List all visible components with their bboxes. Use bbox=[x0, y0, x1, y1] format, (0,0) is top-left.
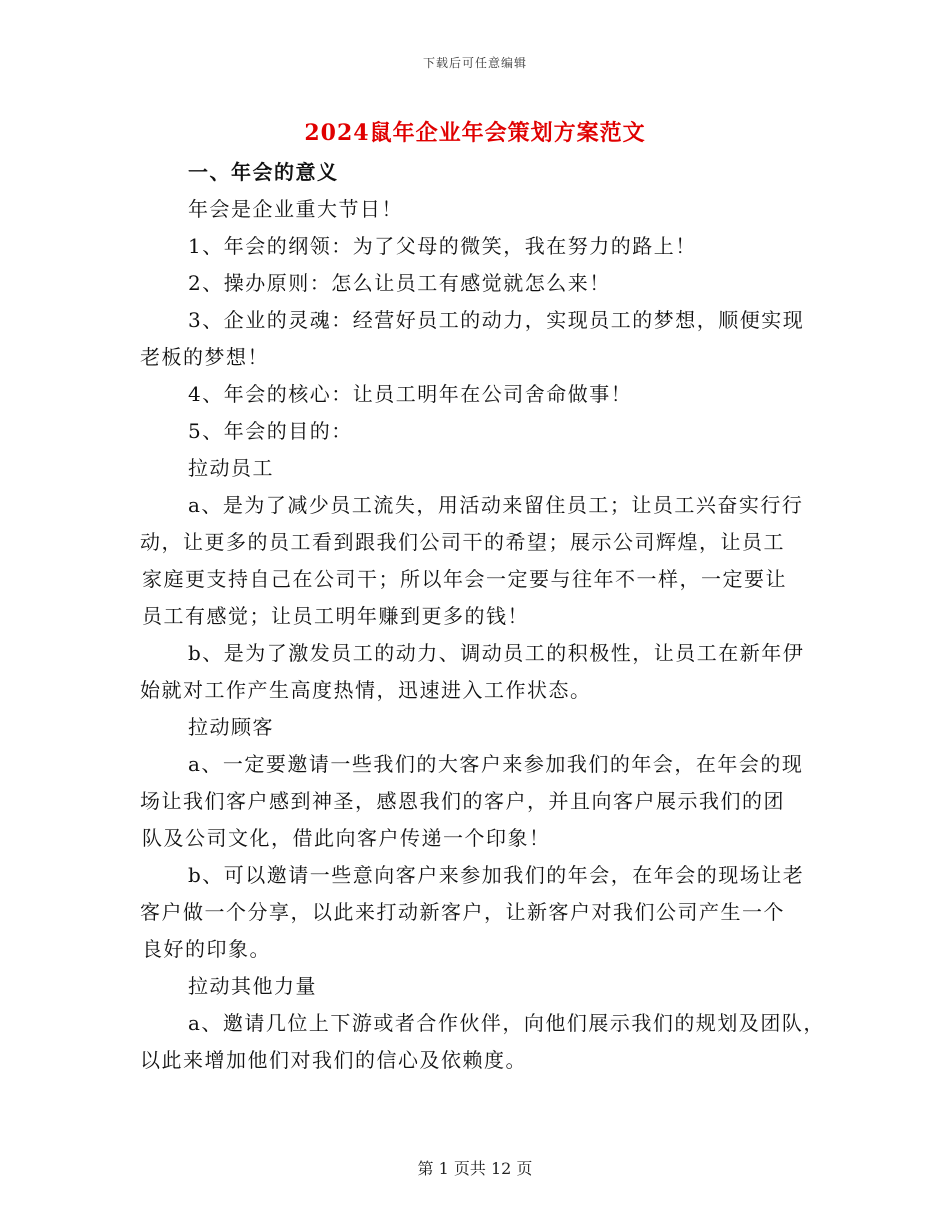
paragraph-line: a、一定要邀请一些我们的大客户来参加我们的年会，在年会的现 bbox=[188, 752, 804, 776]
paragraph-line: 家庭更支持自己在公司干；所以年会一定要与往年不一样，一定要让 bbox=[142, 567, 787, 591]
header-note: 下载后可任意编辑 bbox=[422, 56, 527, 70]
paragraph-line: 队及公司文化，借此向客户传递一个印象！ bbox=[142, 826, 551, 850]
paragraph-line: 老板的梦想！ bbox=[140, 345, 269, 369]
paragraph-line: 3、企业的灵魂：经营好员工的动力，实现员工的梦想，顺便实现 bbox=[188, 308, 805, 332]
paragraph-line: 客户做一个分享，以此来打动新客户，让新客户对我们公司产生一个 bbox=[140, 900, 785, 924]
paragraph-line: 1、年会的纲领：为了父母的微笑，我在努力的路上！ bbox=[188, 234, 697, 258]
paragraph-line: b、可以邀请一些意向客户来参加我们的年会，在年会的现场让老 bbox=[188, 863, 805, 887]
document-body bbox=[140, 154, 825, 1079]
paragraph-line: 4、年会的核心：让员工明年在公司舍命做事！ bbox=[188, 382, 633, 406]
paragraph-line: 始就对工作产生高度热情，迅速进入工作状态。 bbox=[140, 678, 592, 702]
paragraph-line: 年会是企业重大节日！ bbox=[188, 197, 403, 221]
paragraph-line: a、是为了减少员工流失，用活动来留住员工；让员工兴奋实行行 bbox=[188, 493, 804, 517]
paragraph-line: 5、年会的目的： bbox=[188, 419, 353, 443]
paragraph-line: 动，让更多的员工看到跟我们公司干的希望；展示公司辉煌，让员工 bbox=[140, 530, 785, 554]
document-title: 2024鼠年企业年会策划方案范文 bbox=[304, 120, 646, 146]
paragraph-line: a、邀请几位上下游或者合作伙伴，向他们展示我们的规划及团队， bbox=[188, 1011, 825, 1035]
page-footer: 第 1 页共 12 页 bbox=[417, 1159, 533, 1178]
paragraph-line: b、是为了激发员工的动力、调动员工的积极性，让员工在新年伊 bbox=[188, 641, 805, 665]
paragraph-line: 一、年会的意义 bbox=[188, 160, 339, 184]
paragraph-line: 员工有感觉；让员工明年赚到更多的钱！ bbox=[142, 604, 529, 628]
paragraph-line: 良好的印象。 bbox=[142, 937, 271, 961]
paragraph-line: 拉动顾客 bbox=[188, 715, 274, 739]
paragraph-line: 拉动员工 bbox=[188, 456, 274, 480]
paragraph-line: 拉动其他力量 bbox=[188, 974, 317, 998]
paragraph-line: 场让我们客户感到神圣，感恩我们的客户，并且向客户展示我们的团 bbox=[140, 789, 785, 813]
paragraph-line: 以此来增加他们对我们的信心及依赖度。 bbox=[140, 1048, 527, 1072]
paragraph-line: 2、操办原则：怎么让员工有感觉就怎么来！ bbox=[188, 271, 611, 295]
